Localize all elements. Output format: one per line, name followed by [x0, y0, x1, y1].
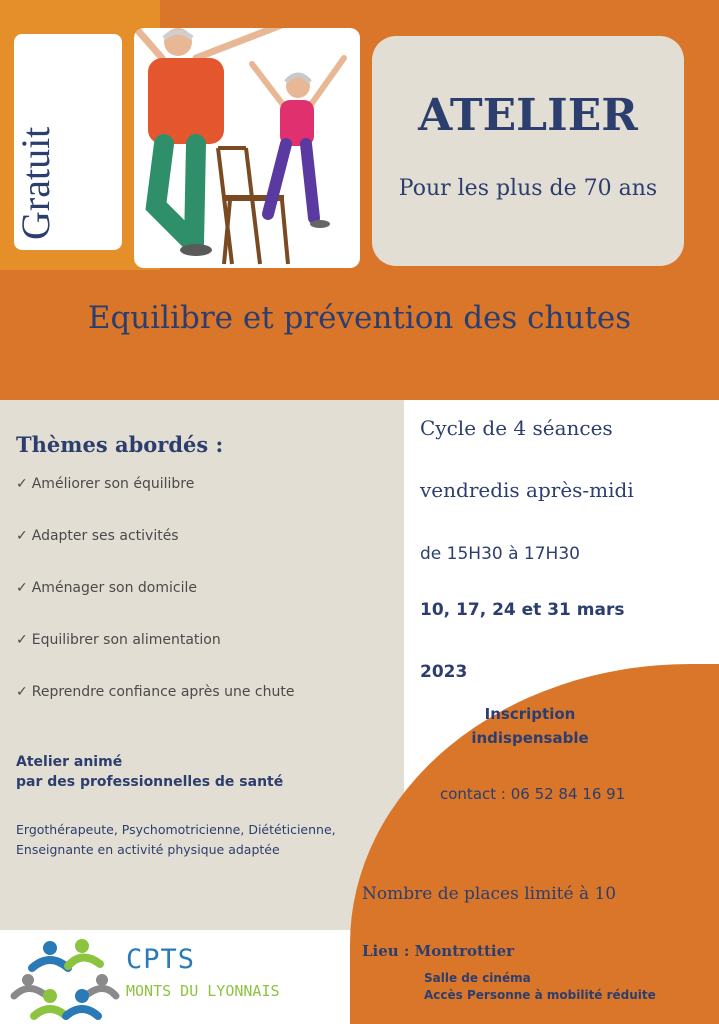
gratuit-label: Gratuit	[13, 126, 58, 240]
day-text: vendredis après-midi	[420, 478, 634, 502]
places-limit: Nombre de places limité à 10	[362, 884, 617, 904]
list-item: ✓ Reprendre confiance après une chute	[16, 684, 295, 700]
main-title: Equilibre et prévention des chutes	[87, 300, 632, 336]
themes-list	[16, 476, 294, 736]
themes-panel	[0, 400, 404, 930]
seniors-exercising-image	[134, 28, 360, 268]
cycle-text: Cycle de 4 séances	[420, 416, 613, 440]
check-icon: ✓	[16, 632, 28, 648]
logo-name: CPTS	[126, 944, 196, 975]
dates-text: 10, 17, 24 et 31 mars	[420, 600, 625, 620]
location: Lieu : Montrottier	[362, 942, 515, 960]
themes-title: Thèmes abordés :	[16, 432, 224, 457]
list-item: ✓ Adapter ses activités	[16, 528, 179, 544]
list-item: ✓ Améliorer son équilibre	[16, 476, 195, 492]
check-icon: ✓	[16, 528, 28, 544]
year-text: 2023	[420, 662, 468, 682]
list-item: ✓ Equilibrer son alimentation	[16, 632, 221, 648]
hours-text: de 15H30 à 17H30	[420, 544, 580, 564]
check-icon: ✓	[16, 476, 28, 492]
professions-list: Ergothérapeute, Psychomotricienne, Diététicienne, Enseignante en activité physique adaptée	[16, 822, 336, 857]
logo-subtitle: MONTS DU LYONNAIS	[126, 982, 280, 1000]
venue-details: Salle de cinéma Accès Personne à mobilité réduite	[424, 971, 656, 1002]
cpts-logo-icon	[10, 932, 130, 1022]
seniors-illustration	[134, 28, 360, 268]
animated-by: Atelier animé par des professionnelles de santé	[16, 754, 284, 790]
atelier-title: ATELIER	[418, 90, 638, 141]
atelier-box	[372, 36, 684, 266]
age-subtitle: Pour les plus de 70 ans	[398, 176, 658, 201]
list-item: ✓ Aménager son domicile	[16, 580, 197, 596]
contact-phone: contact : 06 52 84 16 91	[440, 785, 626, 803]
inscription-notice: Inscription indispensable	[471, 705, 589, 747]
check-icon: ✓	[16, 684, 28, 700]
check-icon: ✓	[16, 580, 28, 596]
